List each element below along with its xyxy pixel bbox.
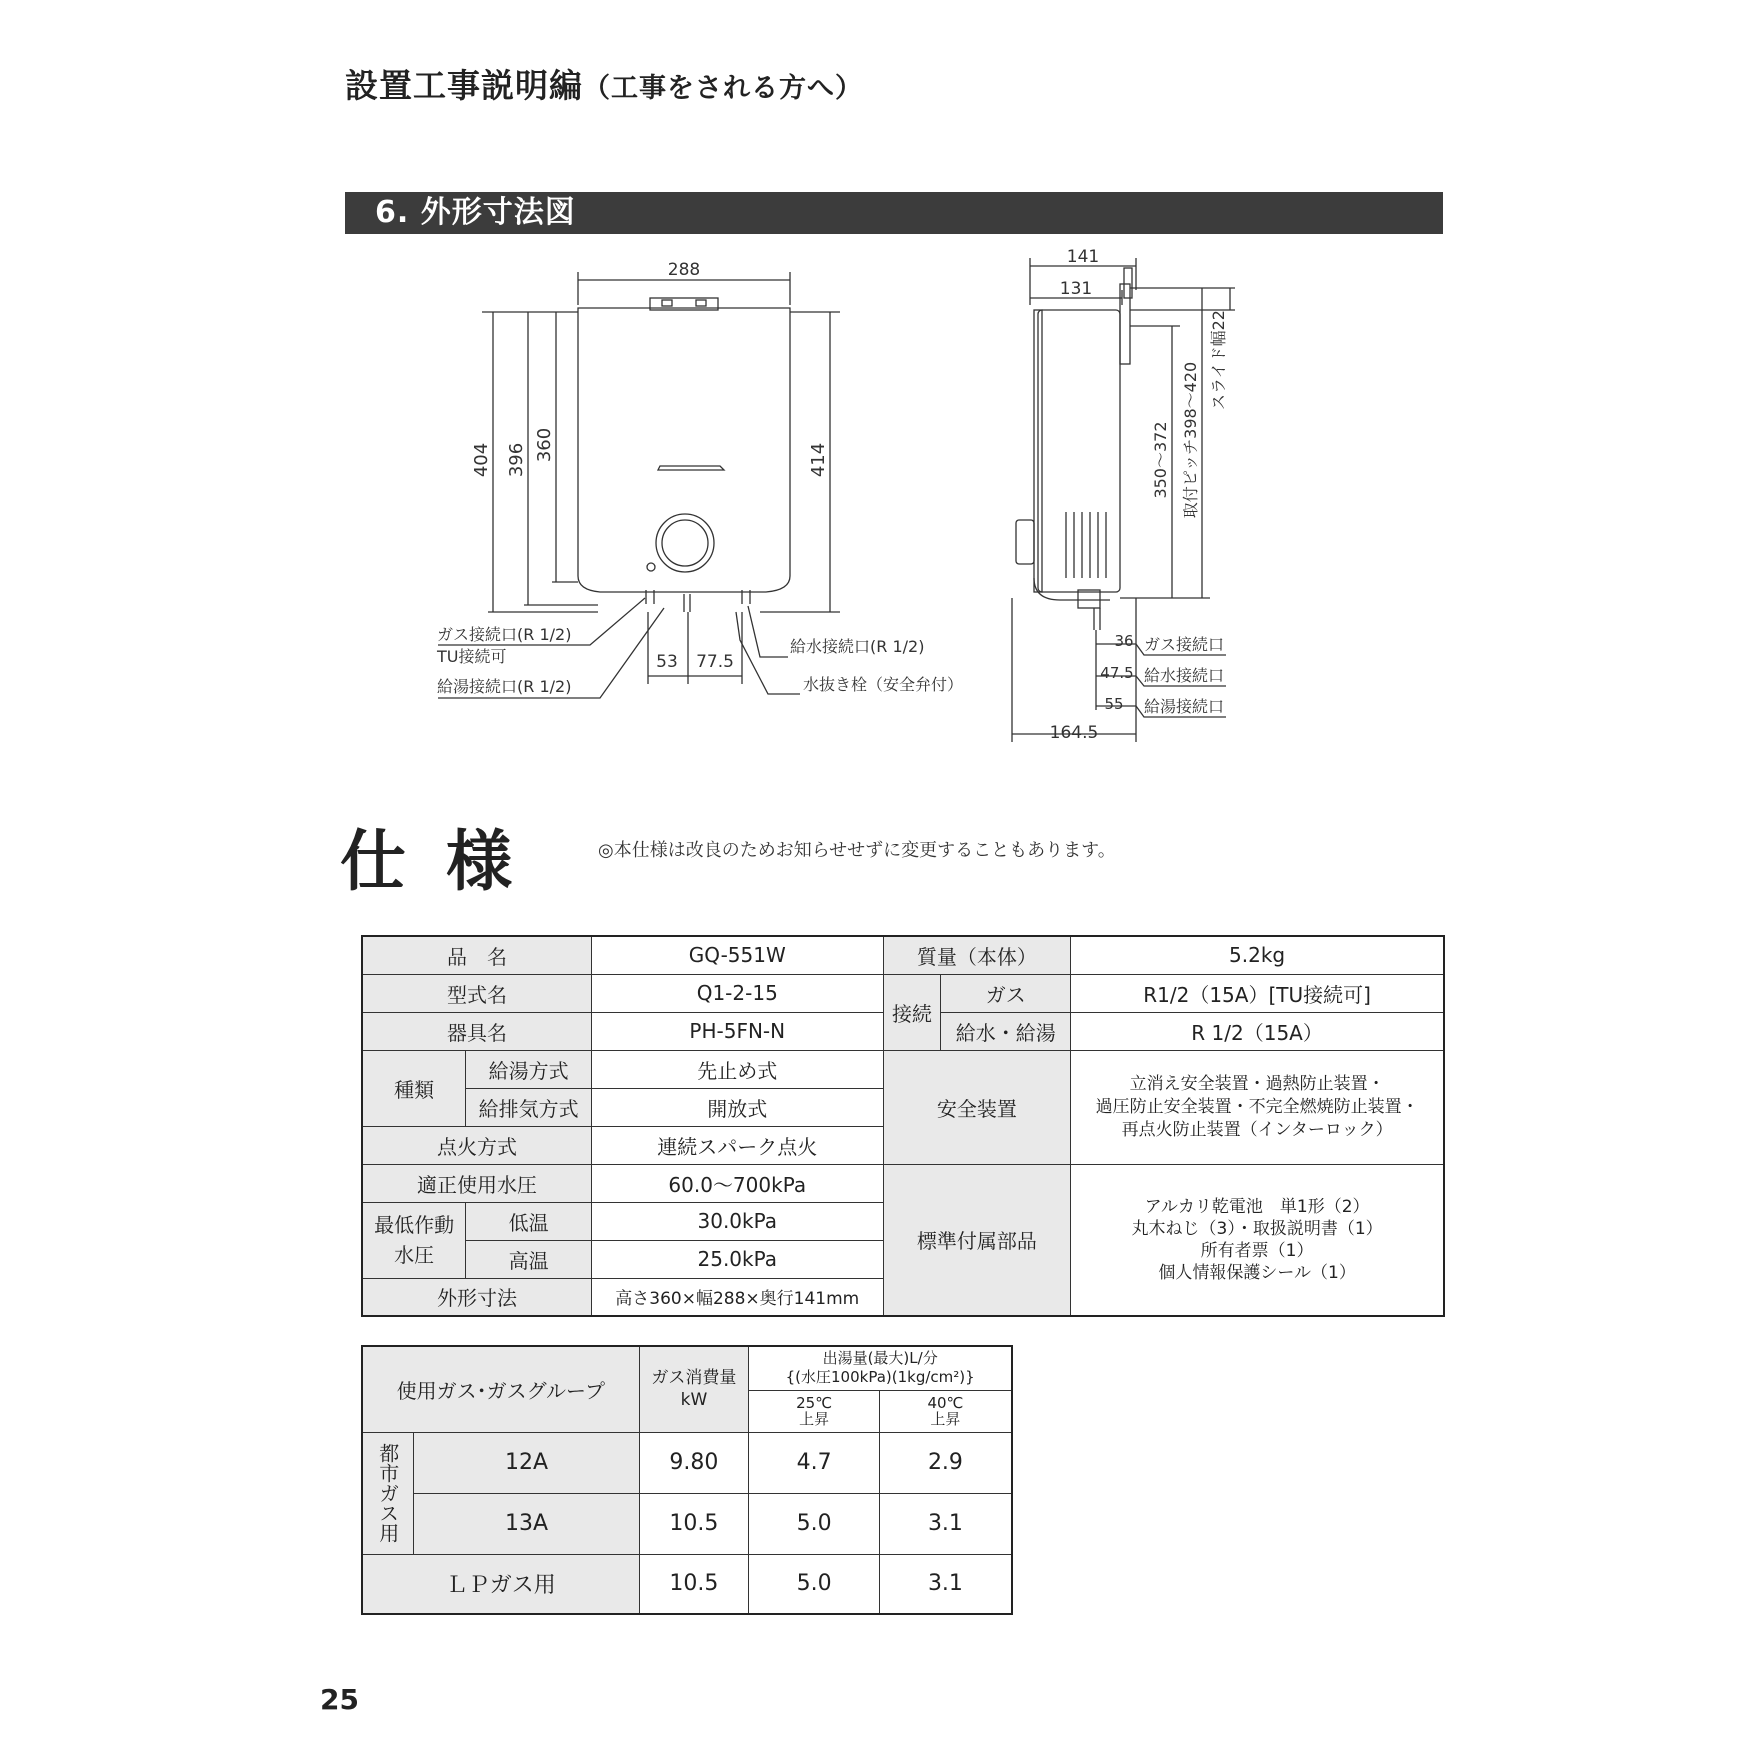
gas-row-40: 2.9 — [879, 1432, 1012, 1493]
spec-minp-label — [362, 1202, 466, 1278]
dim-53: 53 — [656, 652, 678, 672]
safety-line: 立消え安全装置・過熱防止装置・ — [1129, 1073, 1385, 1094]
dimension-drawing — [0, 0, 1754, 760]
label-tu: TU接続可 — [437, 647, 507, 666]
spec-name-label: 品 名 — [362, 936, 592, 974]
dim-47-5: 47.5 — [1100, 664, 1134, 682]
dim-77-5: 77.5 — [696, 652, 734, 672]
dim-141: 141 — [1066, 247, 1100, 267]
acc-line: 丸木ねじ（3）・取扱説明書（1） — [1131, 1218, 1383, 1239]
label-drain: 水抜き栓（安全弁付） — [803, 675, 964, 694]
spec-water-value: R 1/2（15A） — [1071, 1012, 1444, 1050]
gas-row-name: 13A — [414, 1493, 639, 1554]
gas-row-40: 3.1 — [879, 1493, 1012, 1554]
gas-row-25: 4.7 — [749, 1432, 880, 1493]
spec-model-value: Q1-2-15 — [592, 974, 883, 1012]
spec-table — [361, 935, 1445, 1317]
acc-line: 個人情報保護シール（1） — [1158, 1262, 1356, 1283]
gas-header-25 — [749, 1390, 880, 1432]
gas-city-label — [362, 1432, 414, 1554]
spec-device-label: 器具名 — [362, 1012, 592, 1050]
gas-header-consume — [639, 1346, 749, 1432]
dim-396: 396 — [506, 442, 527, 478]
gas-row-name: ＬＰガス用 — [362, 1554, 639, 1614]
spec-dims-value: 高さ360×幅288×奥行141mm — [592, 1278, 883, 1316]
gas-header-flow — [749, 1346, 1012, 1390]
spec-acc-label: 標準付属部品 — [883, 1164, 1071, 1316]
flow-line-1: 出湯量(最大)L/分 — [822, 1349, 938, 1368]
dim-164-5: 164.5 — [1049, 723, 1099, 743]
dim-360: 360 — [534, 427, 555, 463]
spec-pressure-label: 適正使用水圧 — [362, 1164, 592, 1202]
dim-131: 131 — [1059, 279, 1093, 299]
gas-row-kw: 10.5 — [639, 1554, 749, 1614]
dim-55: 55 — [1104, 695, 1124, 713]
side-body — [1038, 310, 1120, 592]
dim-288: 288 — [667, 260, 701, 280]
title-main: 設置工事説明編 — [345, 66, 583, 105]
consume-line-1: ガス消費量 — [651, 1368, 737, 1389]
gas-header-gas: 使用ガス･ガスグループ — [362, 1346, 639, 1432]
spec-device-value: PH-5FN-N — [592, 1012, 883, 1050]
spec-type-label: 種類 — [362, 1050, 466, 1126]
spec-water-label: 給水・給湯 — [941, 1012, 1071, 1050]
spec-pressure-value: 60.0～700kPa — [592, 1164, 883, 1202]
spec-model-label: 型式名 — [362, 974, 592, 1012]
side-knob — [1016, 520, 1034, 564]
spec-low-label: 低温 — [466, 1202, 592, 1240]
spec-exhaust-value: 開放式 — [592, 1088, 883, 1126]
h25-line-1: 25℃ — [796, 1394, 833, 1412]
spec-name-value: GQ-551W — [592, 936, 883, 974]
spec-ignition-label: 点火方式 — [362, 1126, 592, 1164]
dim-slide: スライド幅22 — [1209, 310, 1228, 410]
spec-weight-value: 5.2kg — [1071, 936, 1444, 974]
safety-line: 再点火防止装置（インターロック） — [1121, 1119, 1393, 1140]
spec-gas-value: R1/2（15A）[TU接続可] — [1071, 974, 1444, 1012]
dim-350: 350～372 — [1151, 421, 1170, 499]
dim-404: 404 — [471, 442, 492, 478]
spec-safety-value — [1071, 1050, 1444, 1164]
h40-line-2: 上昇 — [930, 1410, 961, 1428]
spec-gas-label: ガス — [941, 974, 1071, 1012]
dim-36: 36 — [1114, 632, 1134, 650]
gas-row-25: 5.0 — [749, 1554, 880, 1614]
acc-line: アルカリ乾電池 単1形（2） — [1144, 1196, 1370, 1217]
label-side-water: 給水接続口 — [1144, 666, 1225, 685]
label-gas-port: ガス接続口(R 1/2) — [437, 625, 572, 644]
safety-line: 過圧防止安全装置・不完全燃焼防止装置・ — [1095, 1096, 1419, 1117]
h25-line-2: 上昇 — [799, 1410, 830, 1428]
side-louver — [1066, 512, 1106, 578]
gas-row-25: 5.0 — [749, 1493, 880, 1554]
minp-line-2: 水圧 — [394, 1243, 435, 1267]
page-number: 25 — [320, 1683, 359, 1716]
label-side-hot: 給湯接続口 — [1144, 697, 1225, 716]
spec-ignition-value: 連続スパーク点火 — [592, 1126, 883, 1164]
spec-supply-label: 給湯方式 — [466, 1050, 592, 1088]
gas-table — [361, 1345, 1013, 1615]
spec-safety-label: 安全装置 — [883, 1050, 1071, 1164]
gas-header-40 — [879, 1390, 1012, 1432]
spec-low-value: 30.0kPa — [592, 1202, 883, 1240]
label-water-port: 給水接続口(R 1/2) — [790, 637, 925, 656]
label-side-gas: ガス接続口 — [1144, 635, 1225, 654]
acc-line: 所有者票（1） — [1200, 1240, 1314, 1261]
dim-414: 414 — [808, 442, 829, 478]
spec-high-value: 25.0kPa — [592, 1240, 883, 1278]
spec-conn-label: 接続 — [883, 974, 941, 1050]
gas-row-name: 12A — [414, 1432, 639, 1493]
spec-supply-value: 先止め式 — [592, 1050, 883, 1088]
gas-row-kw: 10.5 — [639, 1493, 749, 1554]
dim-pitch: 取付ピッチ398～420 — [1181, 361, 1200, 519]
minp-line-1: 最低作動 — [374, 1213, 455, 1237]
section-header: 6. 外形寸法図 — [345, 192, 1443, 234]
spec-dims-label: 外形寸法 — [362, 1278, 592, 1316]
spec-acc-value — [1071, 1164, 1444, 1316]
gas-row-kw: 9.80 — [639, 1432, 749, 1493]
front-body — [578, 308, 790, 592]
gas-row-40: 3.1 — [879, 1554, 1012, 1614]
front-knob — [656, 514, 714, 572]
front-vent — [658, 466, 724, 470]
label-hot-port: 給湯接続口(R 1/2) — [437, 677, 572, 696]
spec-note: ◎本仕様は改良のためお知らせせずに変更することもあります。 — [598, 840, 1116, 861]
spec-high-label: 高温 — [466, 1240, 592, 1278]
city-label-text: 都市ガス用 — [375, 1443, 400, 1543]
consume-line-2: kW — [680, 1390, 708, 1411]
title-subtitle: （工事をされる方へ） — [583, 73, 863, 104]
spec-exhaust-label: 給排気方式 — [466, 1088, 592, 1126]
h40-line-1: 40℃ — [927, 1394, 964, 1412]
spec-heading: 仕様 — [340, 823, 552, 900]
flow-line-2: {(水圧100kPa)(1kg/cm²)} — [785, 1368, 975, 1387]
spec-weight-label: 質量（本体） — [883, 936, 1071, 974]
